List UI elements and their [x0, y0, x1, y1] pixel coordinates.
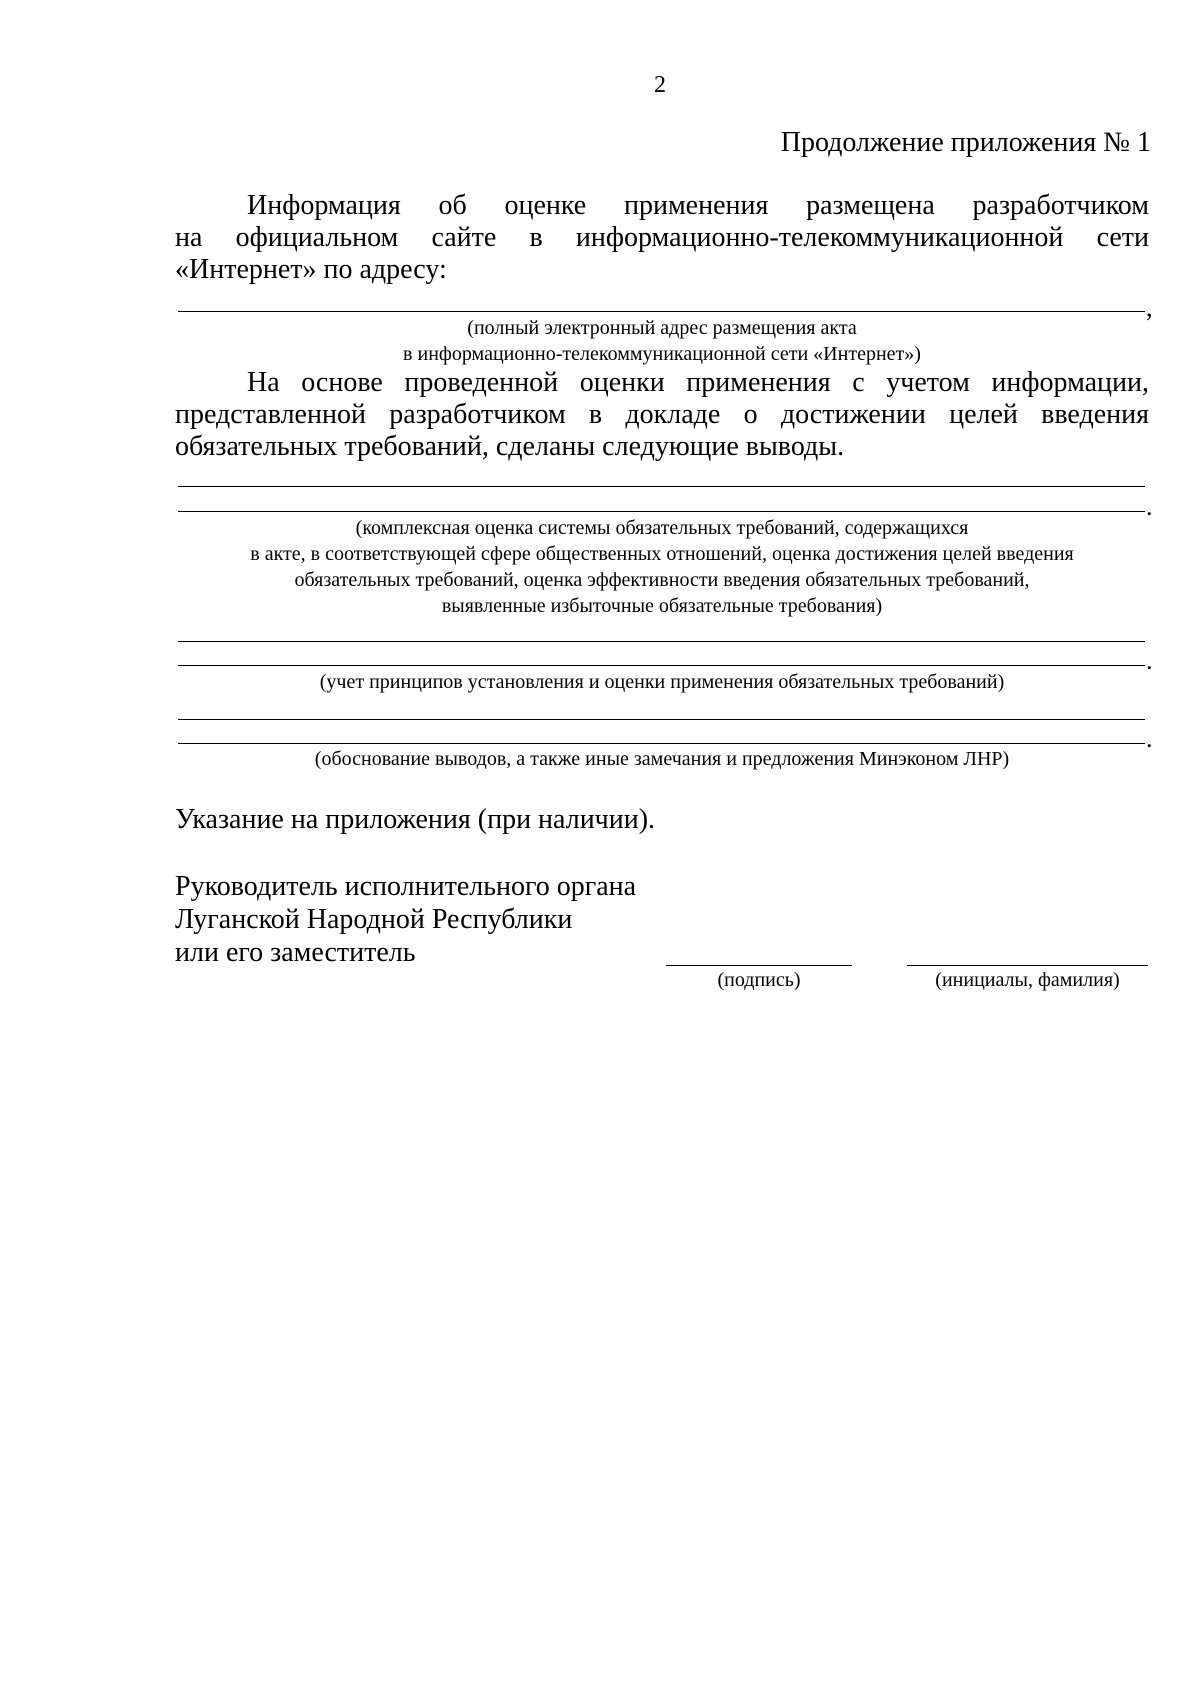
signature-caption: (подпись): [717, 969, 801, 991]
conclusions-line-3: обязательных требований, сделаны следующие выводы.: [175, 431, 845, 462]
assessment-caption-line-1: (комплексная оценка системы обязательных требований, содержащихся: [355, 517, 969, 539]
attachments-note: Указание на приложения (при наличии).: [175, 804, 656, 835]
assessment-end-punctuation: .: [1146, 492, 1153, 521]
info-line-2: на официальном сайте в информационно-телекоммуникационной сети: [175, 222, 1149, 253]
assessment-caption: [175, 515, 1149, 619]
principles-input-line-1[interactable]: [178, 641, 1145, 642]
assessment-caption-line-3: обязательных требований, оценка эффективности введения обязательных требований,: [294, 569, 1030, 591]
justification-caption: (обоснование выводов, а также иные замечания и предложения Минэконом ЛНР): [314, 748, 1010, 770]
justification-end-punctuation: .: [1146, 724, 1153, 753]
address-caption-line-2: в информационно-телекоммуникационной сети «Интернет»): [403, 343, 921, 365]
name-caption: (инициалы, фамилия): [935, 969, 1120, 991]
address-input-line[interactable]: [178, 311, 1145, 312]
address-end-punctuation: ,: [1146, 293, 1153, 322]
signatory-block: [175, 870, 636, 969]
conclusions-line-1: На основе проведенной оценки применения с учетом информации,: [247, 367, 1149, 398]
assessment-caption-line-2: в акте, в соответствующей сфере общественных отношений, оценка достижения целей введения: [250, 543, 1074, 565]
assessment-caption-line-4: выявленные избыточные обязательные требования): [441, 595, 883, 617]
justification-input-line-1[interactable]: [178, 719, 1145, 720]
assessment-input-line-1[interactable]: [178, 486, 1145, 487]
info-paragraph: [175, 190, 1149, 286]
page-number: 2: [654, 72, 666, 98]
address-caption: [175, 315, 1149, 367]
principles-end-punctuation: .: [1146, 646, 1153, 675]
assessment-input-line-2[interactable]: [178, 511, 1145, 512]
continuation-title: Продолжение приложения № 1: [780, 127, 1151, 158]
conclusions-paragraph: [175, 367, 1149, 463]
signatory-line-2: Луганской Народной Республики: [175, 904, 573, 935]
address-caption-line-1: (полный электронный адрес размещения акта: [467, 317, 857, 339]
name-input-line[interactable]: [907, 965, 1148, 966]
signature-input-line[interactable]: [666, 965, 852, 966]
conclusions-line-2: представленной разработчиком в докладе о достижении целей введения: [175, 399, 1149, 430]
principles-caption: (учет принципов установления и оценки применения обязательных требований): [319, 671, 1005, 693]
info-line-1: Информация об оценке применения размещена разработчиком: [247, 190, 1149, 221]
justification-input-line-2[interactable]: [178, 743, 1145, 744]
signatory-line-1: Руководитель исполнительного органа: [175, 871, 637, 902]
principles-input-line-2[interactable]: [178, 665, 1145, 666]
signatory-line-3: или его заместитель: [175, 937, 416, 968]
info-line-3: «Интернет» по адресу:: [175, 254, 447, 285]
